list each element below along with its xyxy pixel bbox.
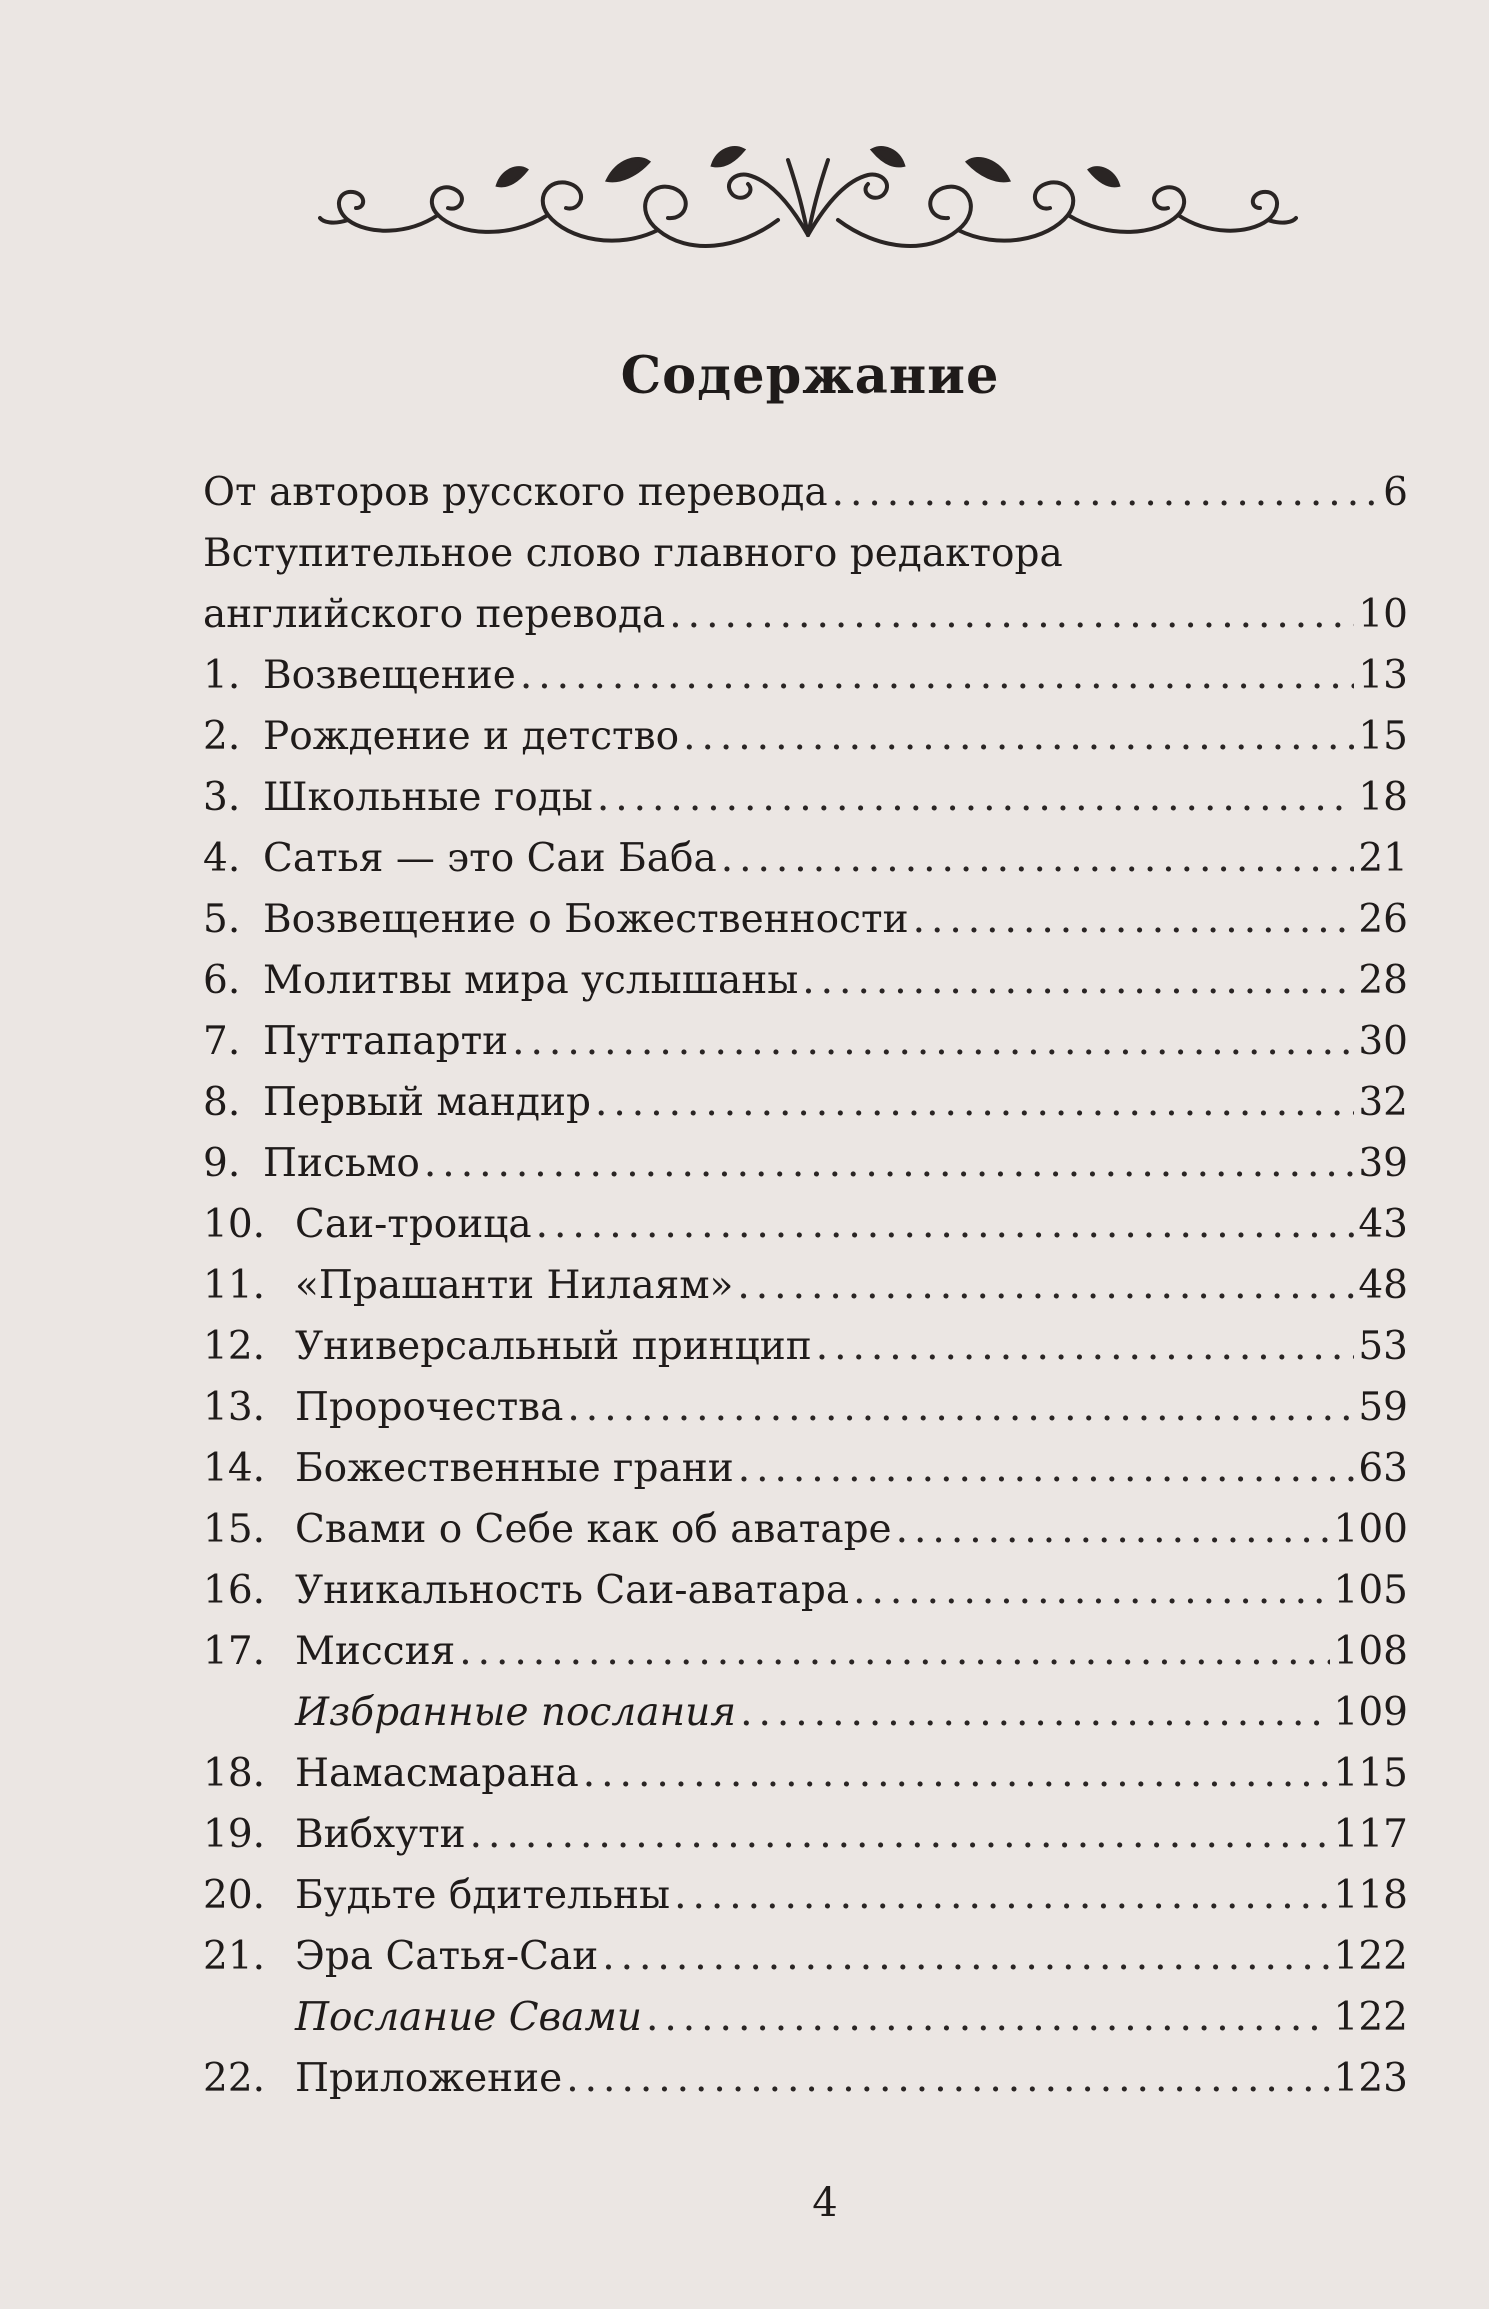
toc-entry-page: 18 — [1358, 775, 1408, 820]
toc-entry-label: Письмо — [263, 1141, 420, 1186]
toc-entry-number: 15. — [203, 1507, 266, 1552]
toc-entry-page: 108 — [1333, 1629, 1408, 1674]
dot-leader — [913, 889, 1355, 950]
toc-entry-label: Божественные грани — [295, 1446, 734, 1491]
toc-entry-number: 2. — [203, 714, 241, 759]
dot-leader — [595, 1072, 1354, 1133]
toc-entry-page: 21 — [1358, 836, 1408, 881]
dot-leader — [602, 1926, 1329, 1987]
toc-entry-label: Первый мандир — [263, 1080, 591, 1125]
toc-entry — [203, 462, 1408, 523]
dot-leader — [683, 706, 1354, 767]
toc-entry-label: Приложение — [295, 2056, 563, 2101]
dot-leader — [738, 1438, 1355, 1499]
toc-entry-label: Намасмарана — [295, 1751, 579, 1796]
toc-entry-page: 53 — [1358, 1324, 1408, 1369]
toc-entry — [203, 1499, 1408, 1560]
dot-leader — [674, 1865, 1329, 1926]
dot-leader — [536, 1194, 1355, 1255]
toc-entry-label: Эра Сатья-Саи — [295, 1934, 599, 1979]
toc-entry-page: 115 — [1333, 1751, 1408, 1796]
toc-entry-label: Рождение и детство — [263, 714, 680, 759]
toc-entry-number: 4. — [203, 836, 241, 881]
toc-entry-number: 16. — [203, 1568, 266, 1613]
toc-entry-label: Возвещение — [263, 653, 516, 698]
toc-entry-label: От авторов русского перевода — [203, 470, 828, 515]
toc-entry — [203, 1194, 1408, 1255]
toc-entry-label: Сатья — это Саи Баба — [263, 836, 717, 881]
toc-entry-page: 122 — [1333, 1995, 1408, 2040]
dot-leader — [470, 1804, 1330, 1865]
toc-entry-label: Школьные годы — [263, 775, 593, 820]
toc-entry-label: «Прашанти Нилаям» — [295, 1263, 734, 1308]
dot-leader — [737, 1255, 1354, 1316]
dot-leader — [512, 1011, 1354, 1072]
toc-entry-number: 11. — [203, 1263, 266, 1308]
toc-entry-page: 59 — [1358, 1385, 1408, 1430]
table-of-contents — [203, 462, 1408, 2109]
toc-entry-page: 32 — [1358, 1080, 1408, 1125]
toc-entry — [203, 1377, 1408, 1438]
toc-entry-page: 63 — [1358, 1446, 1408, 1491]
toc-entry-page: 118 — [1333, 1873, 1408, 1918]
toc-entry-label: английского перевода — [203, 592, 666, 637]
toc-entry-label: Уникальность Саи-аватара — [295, 1568, 850, 1613]
toc-entry-page: 43 — [1358, 1202, 1408, 1247]
toc-entry — [203, 1621, 1408, 1682]
toc-entry-number: 21. — [203, 1934, 266, 1979]
toc-entry-page: 26 — [1358, 897, 1408, 942]
dot-leader — [832, 462, 1380, 523]
toc-entry-label: Будьте бдительны — [295, 1873, 671, 1918]
toc-entry-number: 6. — [203, 958, 241, 1003]
dot-leader — [816, 1316, 1355, 1377]
toc-entry — [203, 1438, 1408, 1499]
toc-entry — [203, 889, 1408, 950]
dot-leader — [646, 1987, 1330, 2048]
toc-entry-number: 12. — [203, 1324, 266, 1369]
toc-entry — [203, 1072, 1408, 1133]
toc-entry-page: 28 — [1358, 958, 1408, 1003]
toc-entry-label: Путтапарти — [263, 1019, 509, 1064]
toc-entry-page: 117 — [1333, 1812, 1408, 1857]
toc-entry-label: Послание Свами — [295, 1995, 642, 2040]
toc-entry-page: 123 — [1333, 2056, 1408, 2101]
toc-entry-label: Саи-троица — [295, 1202, 532, 1247]
toc-entry-label: Молитвы мира услышаны — [263, 958, 799, 1003]
dot-leader — [896, 1499, 1330, 1560]
dot-leader — [802, 950, 1354, 1011]
toc-entry-label: Пророчества — [295, 1385, 564, 1430]
toc-entry — [203, 1255, 1408, 1316]
toc-entry-label: Свами о Себе как об аватаре — [295, 1507, 892, 1552]
toc-entry-page: 30 — [1358, 1019, 1408, 1064]
toc-entry-page: 48 — [1358, 1263, 1408, 1308]
toc-entry-number: 17. — [203, 1629, 266, 1674]
toc-entry-number: 7. — [203, 1019, 241, 1064]
toc-entry-page: 105 — [1333, 1568, 1408, 1613]
dot-leader — [566, 2048, 1329, 2109]
dot-leader — [567, 1377, 1354, 1438]
toc-entry-number: 13. — [203, 1385, 266, 1430]
toc-entry-page: 122 — [1333, 1934, 1408, 1979]
toc-entry-number: 18. — [203, 1751, 266, 1796]
toc-entry — [203, 1316, 1408, 1377]
toc-entry — [203, 1011, 1408, 1072]
toc-entry — [203, 1926, 1408, 1987]
ornament-flourish-icon — [318, 140, 1298, 270]
toc-entry-number: 1. — [203, 653, 241, 698]
toc-entry — [203, 523, 1408, 584]
toc-entry-page: 15 — [1358, 714, 1408, 759]
toc-entry — [203, 706, 1408, 767]
toc-subentry — [203, 1987, 1408, 2048]
dot-leader — [459, 1621, 1329, 1682]
toc-entry-page: 100 — [1333, 1507, 1408, 1552]
dot-leader — [520, 645, 1355, 706]
toc-entry — [203, 828, 1408, 889]
toc-entry — [203, 645, 1408, 706]
toc-entry-number: 22. — [203, 2056, 266, 2101]
toc-entry — [203, 1743, 1408, 1804]
page-title: Содержание — [620, 346, 1000, 406]
toc-entry-label: Вступительное слово главного редактора — [203, 531, 1063, 576]
toc-entry-number: 20. — [203, 1873, 266, 1918]
toc-entry-number: 9. — [203, 1141, 241, 1186]
dot-leader — [669, 584, 1354, 645]
toc-entry-label: Универсальный принцип — [295, 1324, 812, 1369]
page-number: 4 — [812, 2180, 838, 2226]
toc-entry-number: 14. — [203, 1446, 266, 1491]
toc-entry-label: Вибхути — [295, 1812, 466, 1857]
toc-subentry — [203, 1682, 1408, 1743]
dot-leader — [853, 1560, 1329, 1621]
toc-entry-number: 3. — [203, 775, 241, 820]
toc-entry-number: 10. — [203, 1202, 266, 1247]
toc-entry-page: 39 — [1358, 1141, 1408, 1186]
toc-entry — [203, 767, 1408, 828]
toc-entry-page: 10 — [1358, 592, 1408, 637]
toc-entry-number: 5. — [203, 897, 241, 942]
toc-entry-number: 19. — [203, 1812, 266, 1857]
toc-entry-label: Избранные послания — [295, 1690, 737, 1735]
toc-entry — [203, 1865, 1408, 1926]
toc-entry-page: 6 — [1383, 470, 1408, 515]
toc-entry — [203, 1560, 1408, 1621]
toc-entry-label: Миссия — [295, 1629, 456, 1674]
toc-entry-page: 13 — [1358, 653, 1408, 698]
toc-entry-number: 8. — [203, 1080, 241, 1125]
dot-leader — [583, 1743, 1330, 1804]
toc-entry — [203, 2048, 1408, 2109]
toc-entry-label: Возвещение о Божественности — [263, 897, 909, 942]
toc-entry — [203, 950, 1408, 1011]
toc-entry — [203, 584, 1408, 645]
dot-leader — [424, 1133, 1354, 1194]
toc-entry — [203, 1133, 1408, 1194]
dot-leader — [740, 1682, 1329, 1743]
dot-leader — [597, 767, 1355, 828]
dot-leader — [721, 828, 1355, 889]
toc-entry-page: 109 — [1333, 1690, 1408, 1735]
toc-entry — [203, 1804, 1408, 1865]
